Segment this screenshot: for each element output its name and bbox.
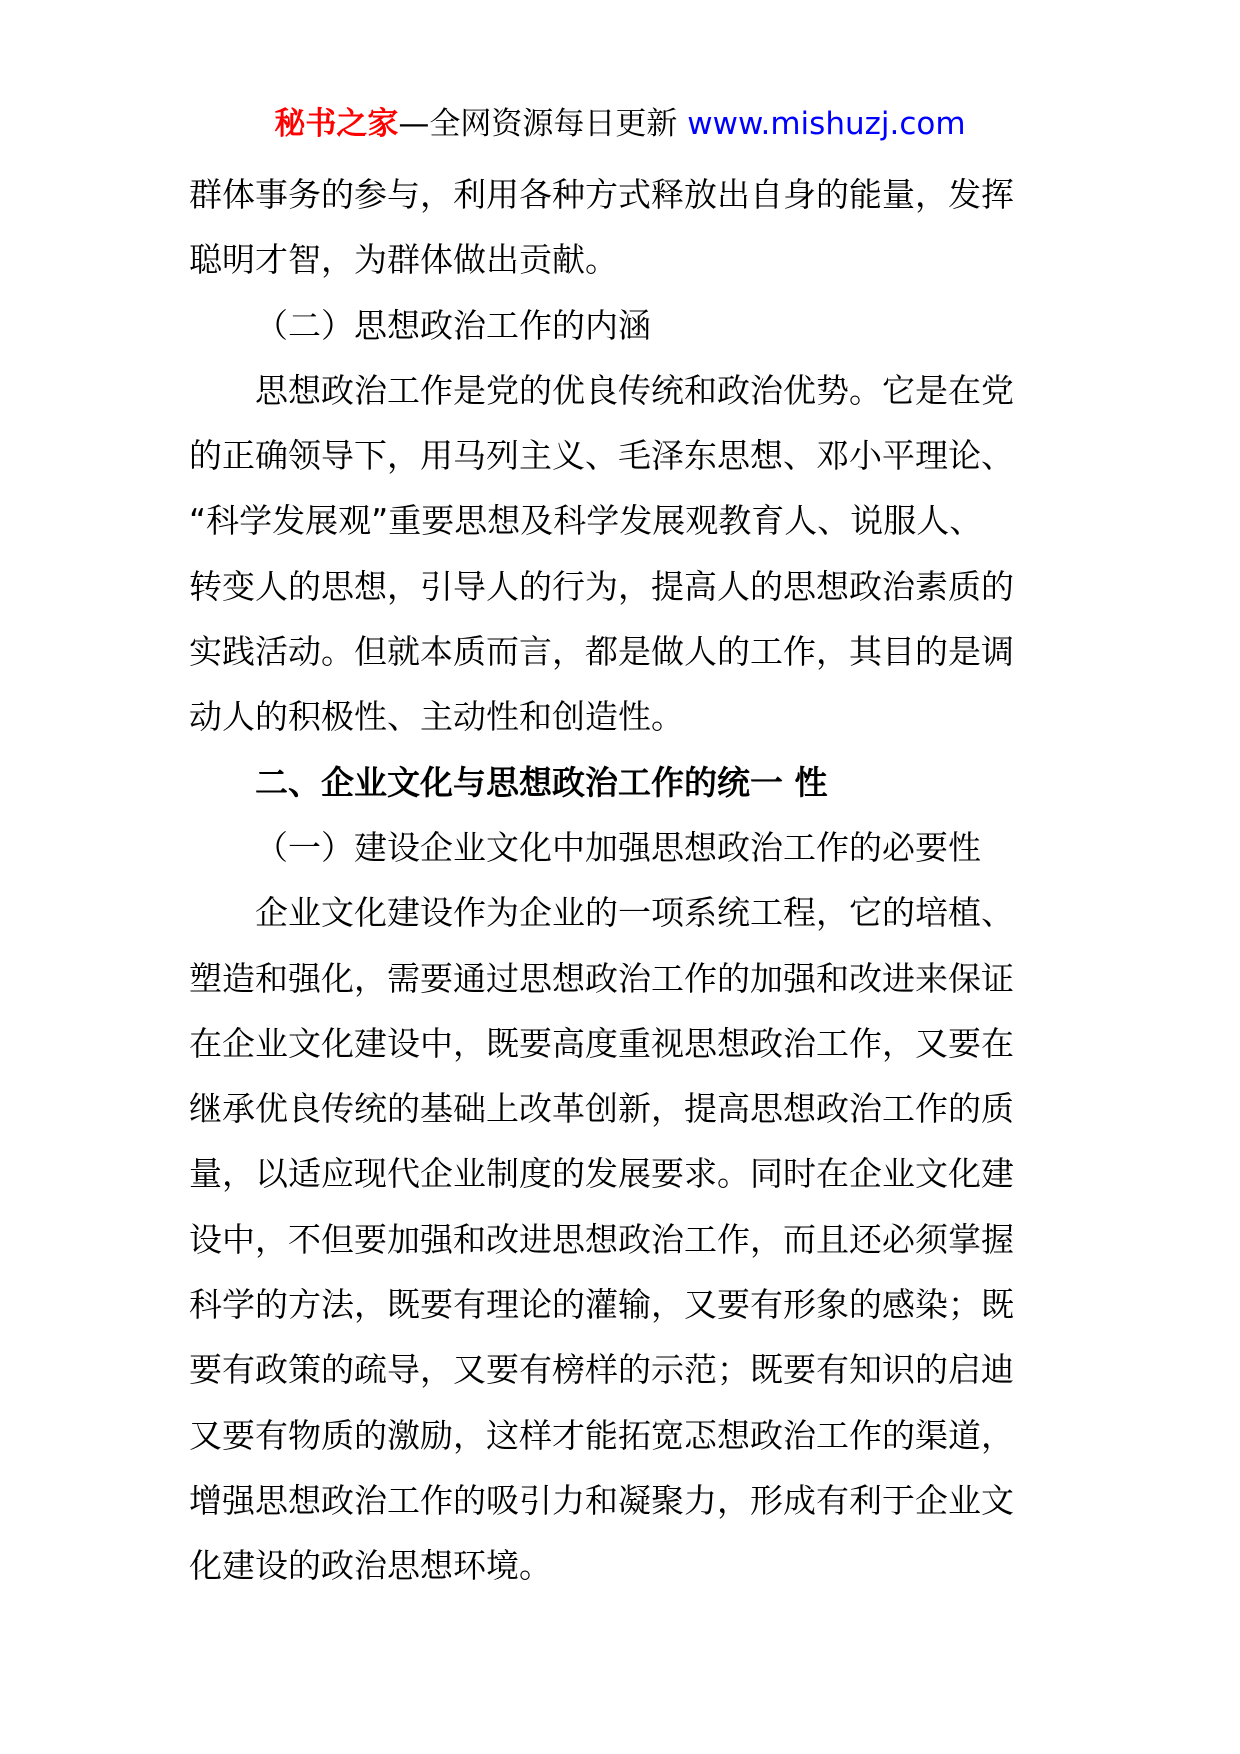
text-line: 实践活动。但就本质而言，都是做人的工作，其目的是调 <box>189 632 1014 672</box>
text-line: 聪明才智，为群体做出贡献。 <box>189 240 618 280</box>
text-line: 要有政策的疏导，又要有榜样的示范；既要有知识的启迪 <box>189 1350 1014 1390</box>
site-slogan: —全网资源每日更新 <box>398 106 688 142</box>
site-url-link[interactable]: www.mishuzj.com <box>687 106 966 142</box>
site-brand: 秘书之家 <box>274 106 399 142</box>
text-line: 的正确领导下，用马列主义、毛泽东思想、邓小平理论、 <box>189 436 1014 476</box>
text-line: “科学发展观”重要思想及科学发展观教育人、说服人、 <box>189 501 983 541</box>
text-line: 设中，不但要加强和改进思想政治工作，而且还必须掌握 <box>189 1219 1014 1259</box>
text-line: 思想政治工作是党的优良传统和政治优势。它是在党 <box>255 370 1014 410</box>
text-line: 群体事务的参与，利用各种方式释放出自身的能量，发挥 <box>189 175 1014 214</box>
text-line: 在企业文化建设中，既要高度重视思想政治工作，又要在 <box>189 1023 1014 1063</box>
section-heading-line: 二、企业文化与思想政治工作的统一 性 <box>255 762 828 802</box>
document-body <box>189 162 1059 1599</box>
text-line: 科学的方法，既要有理论的灌输，又要有形象的感染；既 <box>189 1285 1014 1325</box>
text-line: 塑造和强化，需要通过思想政治工作的加强和改进来保证 <box>189 958 1014 998</box>
text-line: 企业文化建设作为企业的一项系统工程，它的培植、 <box>255 893 1014 933</box>
text-line: 继承优良传统的基础上改革创新，提高思想政治工作的质 <box>189 1089 1014 1129</box>
page-header <box>0 102 1240 146</box>
text-line: 动人的积极性、主动性和创造性。 <box>189 697 684 737</box>
text-line: （二）思想政治工作的内涵 <box>255 305 651 345</box>
text-line: 转变人的思想，引导人的行为，提高人的思想政治素质的 <box>189 566 1014 606</box>
text-line: 量，以适应现代企业制度的发展要求。同时在企业文化建 <box>189 1154 1014 1194</box>
text-line: 增强思想政治工作的吸引力和凝聚力，形成有利于企业文 <box>189 1480 1014 1520</box>
text-line: （一）建设企业文化中加强思想政治工作的必要性 <box>255 827 981 867</box>
text-line: 化建设的政治思想环境。 <box>189 1546 552 1586</box>
text-line: 又要有物质的激励，这样才能拓宽忑想政治工作的渠道， <box>189 1415 1014 1455</box>
